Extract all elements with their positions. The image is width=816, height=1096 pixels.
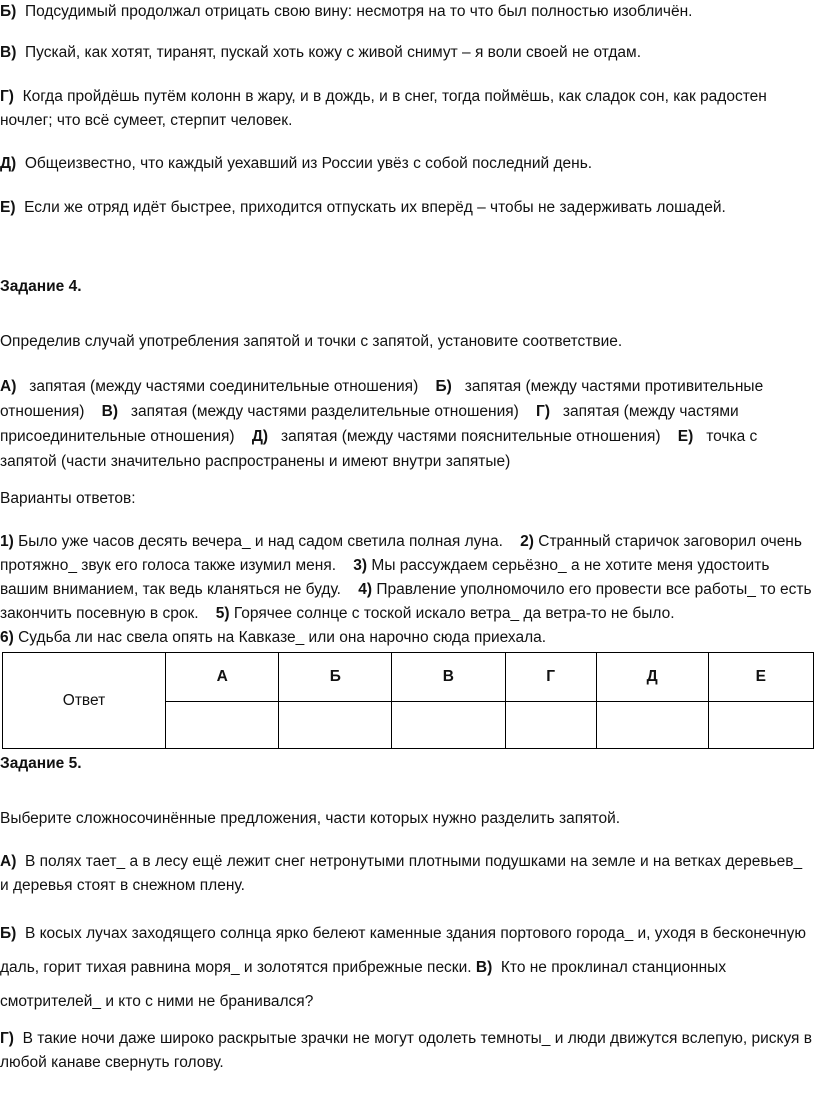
variant-text: Правление уполномочило его провести все работы_ то есть закончить посевную в срок.	[0, 581, 812, 622]
option-text: запятая (между частями противительные отношения)	[0, 378, 764, 420]
item-letter: Б)	[0, 3, 17, 20]
item-text: Пускай, как хотят, тиранят, пускай хоть кожу с живой снимут – я воли своей не отдам.	[24, 44, 641, 61]
prev-item-e	[0, 196, 812, 220]
task4-options	[0, 374, 812, 474]
variant-number: 6)	[0, 629, 14, 646]
task5-item-g	[0, 1027, 812, 1075]
variant-number: 5)	[215, 605, 230, 622]
task4-instruction: Определив случай употребления запятой и точки с запятой, установите соответствие.	[0, 333, 623, 350]
answer-cell-b[interactable]	[279, 702, 392, 749]
item-letter: А)	[0, 853, 17, 870]
task4-title-text: Задание 4.	[0, 278, 82, 295]
variant-number: 4)	[358, 581, 373, 598]
item-text: Когда пройдёшь путём колонн в жару, и в дождь, и в снег, тогда поймёшь, как сладок сон, как радостен ночлег; что всё сумеет, стерпит человек.	[0, 88, 767, 129]
answer-row-label: Ответ	[3, 653, 166, 749]
variant-text: Судьба ли нас свела опять на Кавказе_ или она нарочно сюда приехала.	[18, 629, 547, 646]
answer-table	[2, 652, 814, 749]
variant-text: Странный старичок заговорил очень протяжно_ звук его голоса также изумил меня.	[0, 533, 802, 574]
item-text: В косых лучах заходящего солнца ярко белеют каменные здания портового города_ и, уходя в бесконечную даль, горит тихая равнина моря_ и золотятся прибрежные пески.	[0, 925, 807, 976]
prev-item-g	[0, 85, 812, 133]
prev-item-d	[0, 152, 812, 176]
task5-title	[0, 752, 812, 776]
variant-text: Было уже часов десять вечера_ и над садом светила полная луна.	[18, 533, 503, 550]
prev-item-v	[0, 41, 812, 65]
task4-variants	[0, 530, 812, 650]
task5-title-text: Задание 5.	[0, 755, 82, 772]
answer-column-header: Е	[708, 653, 813, 702]
option-text: запятая (между частями пояснительные отношения)	[280, 428, 661, 445]
task5-instruction: Выберите сложносочинённые предложения, части которых нужно разделить запятой.	[0, 810, 621, 827]
variant-text: Мы рассуждаем серьёзно_ а не хотите меня удостоить вашим вниманием, так ведь кланяться не буду.	[0, 557, 770, 598]
option-letter: В)	[101, 403, 118, 420]
option-letter: Г)	[536, 403, 550, 420]
variant-number: 1)	[0, 533, 14, 550]
item-text: Общеизвестно, что каждый уехавший из России увёз с собой последний день.	[24, 155, 593, 172]
variants-label: Варианты ответов:	[0, 490, 136, 507]
item-letter: В)	[475, 959, 493, 976]
prev-item-b	[0, 0, 812, 24]
option-text: запятая (между частями соединительные отношения)	[29, 378, 419, 395]
option-text: точка с запятой (части значительно распространены и имеют внутри запятые)	[0, 428, 758, 470]
item-text: Кто не проклинал станционных смотрителей_ и кто с ними не бранивался?	[0, 959, 727, 1010]
option-text: запятая (между частями присоединительные отношения)	[0, 403, 739, 445]
answer-cell-a[interactable]	[166, 702, 279, 749]
item-letter: В)	[0, 44, 17, 61]
item-text: В полях тает_ а в лесу ещё лежит снег нетронутыми плотными подушками на земле и на ветках деревьев_ и деревья стоят в снежном плену.	[0, 853, 803, 894]
item-letter: Г)	[0, 88, 14, 105]
answer-column-header: Б	[279, 653, 392, 702]
task5-item-b-v	[0, 917, 812, 1019]
task4-title	[0, 275, 812, 299]
answer-column-header: А	[166, 653, 279, 702]
answer-column-header: В	[392, 653, 505, 702]
option-text: запятая (между частями разделительные отношения)	[130, 403, 519, 420]
option-letter: Е)	[677, 428, 694, 445]
option-letter: Б)	[435, 378, 452, 395]
item-text: Если же отряд идёт быстрее, приходится отпускать их вперёд – чтобы не задерживать лошадей.	[24, 199, 726, 216]
variant-text: Горячее солнце с тоской искало ветра_ да ветра-то не было.	[233, 605, 675, 622]
answer-table-header-row	[3, 653, 814, 702]
answer-column-header: Г	[505, 653, 596, 702]
item-letter: Г)	[0, 1030, 14, 1047]
option-letter: А)	[0, 378, 17, 395]
item-letter: Б)	[0, 925, 17, 942]
answer-cell-e[interactable]	[708, 702, 813, 749]
answer-cell-d[interactable]	[596, 702, 708, 749]
answer-column-header: Д	[596, 653, 708, 702]
option-letter: Д)	[251, 428, 269, 445]
item-text: Подсудимый продолжал отрицать свою вину: несмотря на то что был полностью изобличён.	[24, 3, 693, 20]
item-letter: Д)	[0, 155, 17, 172]
task5-item-a	[0, 850, 812, 898]
variant-number: 2)	[520, 533, 534, 550]
answer-cell-v[interactable]	[392, 702, 505, 749]
item-text: В такие ночи даже широко раскрытые зрачки не могут одолеть темноты_ и люди движутся вслепую, рискуя в любой канаве свернуть голову.	[0, 1030, 812, 1071]
answer-cell-g[interactable]	[505, 702, 596, 749]
variant-number: 3)	[353, 557, 368, 574]
item-letter: Е)	[0, 199, 16, 216]
